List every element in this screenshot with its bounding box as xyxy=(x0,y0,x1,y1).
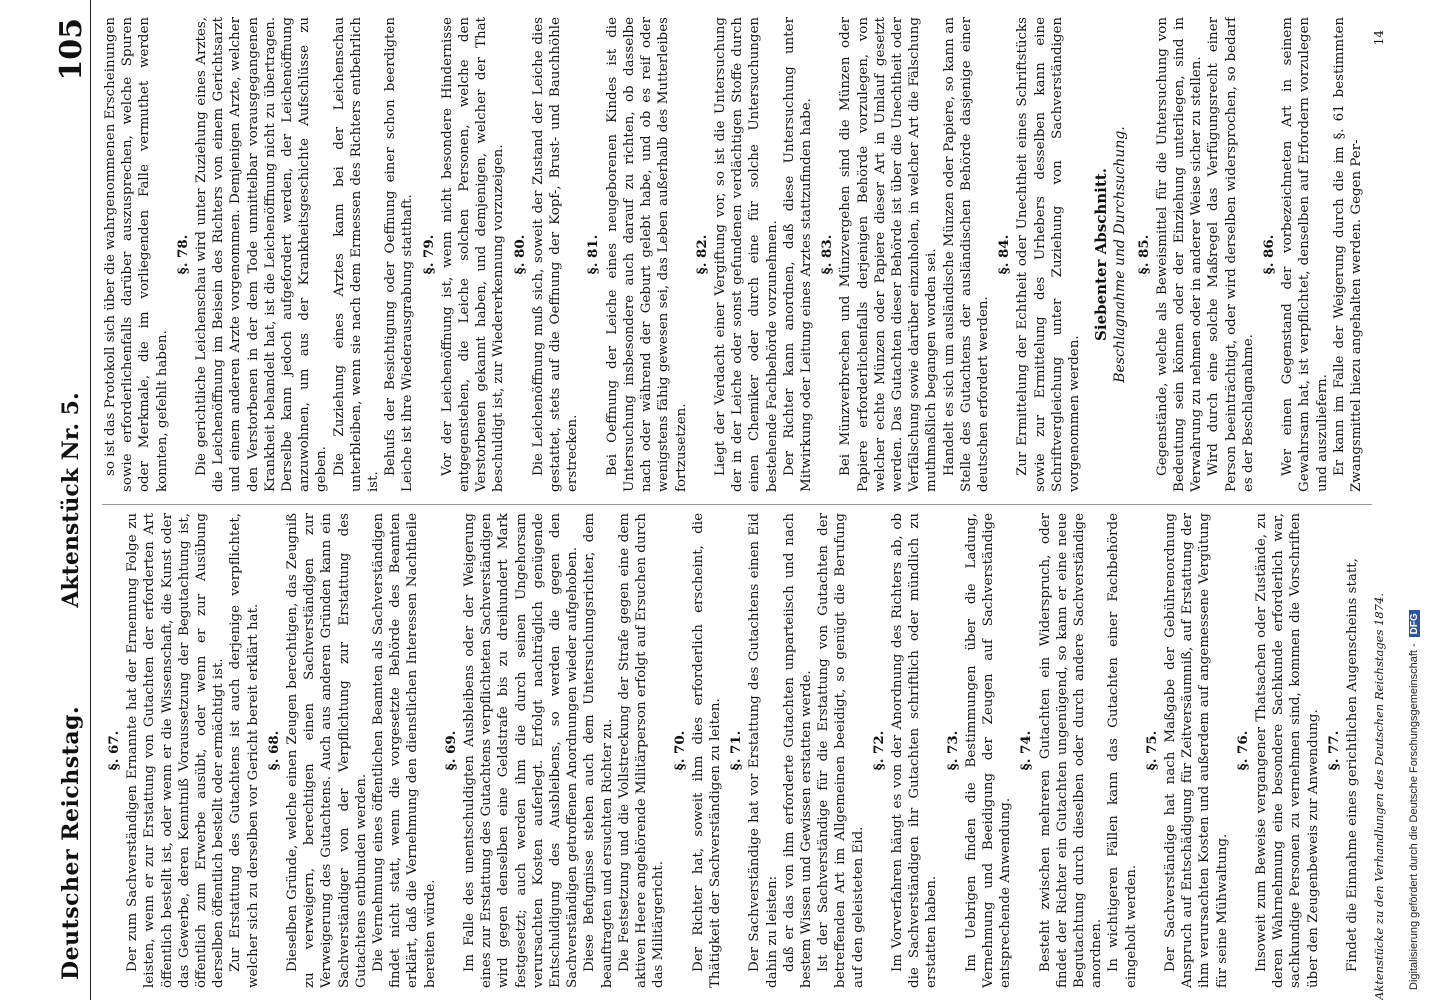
paragraph: Besteht zwischen mehreren Gutachten ein Widerspruch, oder findet der Richter ein Gutachten ungenügend, so kann er eine neue Begutachtung durch dieselben oder durch andere Sachverständige anordnen. xyxy=(1037,513,1105,988)
right-text-column xyxy=(102,17,1372,492)
paragraph: Im Falle des unentschuldigten Ausbleibens oder der Weigerung eines zur Erstattung des Gutachtens verpflichteten Sachverständigen wird gegen denselben eine Geldstrafe bis zu dreihundert Mark festgesetzt; auch werden ihm die durch seinen Ungehorsam verursachten Kosten auferlegt. Erfolgt nachträglich genügende Entschuldigung des Ausbleibens, so werden die gegen den Sachverständigen getroffenen Anordnungen wieder aufgehoben. xyxy=(462,513,581,988)
paragraph: Diese Befugnisse stehen auch dem Untersuchungsrichter, dem beauftragten und ersuchten Richter zu. xyxy=(582,513,615,988)
section-heading: §. 85. xyxy=(1135,234,1152,275)
section-heading: §. 86. xyxy=(1261,234,1277,275)
section-heading: §. 67. xyxy=(106,730,122,771)
left-text-column xyxy=(102,513,1372,988)
page-number: 105 xyxy=(54,18,89,81)
stamp-text: Digitalisierung gefördert durch die Deutsche Forschungsgemeinschaft - xyxy=(1408,643,1420,990)
paragraph: Der Sachverständige hat nach Maßgabe der Gebührenordnung Anspruch auf Entschädigung für Zeitversäumniß, auf Erstattung der ihm verursachten Kosten und außerdem auf angemessene Vergütung für seine Mühwaltung. xyxy=(1162,513,1230,988)
section-heading: §. 80. xyxy=(511,234,528,275)
section-heading: §. 78. xyxy=(174,234,191,275)
paragraph: Wer einen Gegenstand der vorbezeichneten Art in seinem Gewahrsam hat, ist verpflichtet, denselben auf Erfordern vorzulegen und auszuliefern. xyxy=(1280,17,1330,492)
paragraph: Findet die Einnahme eines gerichtlichen Augenscheins statt, xyxy=(1345,558,1361,972)
header-title-left: Deutscher Reichstag. xyxy=(58,705,84,980)
paragraph: Der Richter hat, soweit ihm dies erforderlich erscheint, die Thätigkeit der Sachverständigen zu leiten. xyxy=(690,513,723,988)
paragraph: Die Festsetzung und die Vollstreckung der Strafe gegen eine dem aktiven Heere angehörende Militärperson erfolgt auf Ersuchen durch das Militärgericht. xyxy=(616,513,667,988)
dfg-logo: DFG xyxy=(1409,610,1420,637)
paragraph: Dieselben Gründe, welche einen Zeugen berechtigen, das Zeugniß zu verweigern, berechtigen einen Sachverständigen zur Verweigerung des Gutachtens. Auch aus anderen Gründen kann ein Sachverständiger von der Verpflichtung zur Erstattung des Gutachtens entbunden werden. xyxy=(285,513,369,988)
paragraph: Die gerichtliche Leichenschau wird unter Zuziehung eines Arztes, die Leichenöffnung im Beisein des Richters von einem Gerichtsarzt und einem anderen Arzte vorgenommen. Demjenigen Arzte, welcher den Verstorbenen in der dem Tode unmittelbar vorausgegangenen Krankheit behandelt hat, ist die Leichenöffnung nicht zu übertragen. Derselbe kann jedoch aufgefordert werden, der Leichenöffnung anzuwohnen, um aus der Krankheitsgeschichte Aufschlüsse zu geben. xyxy=(194,17,330,492)
paragraph: Im Vorverfahren hängt es von der Anordnung des Richters ab, ob die Sachverständigen ihr Gutachten schriftlich oder mündlich zu erstatten haben. xyxy=(889,513,940,988)
paragraph: Behufs der Besichtigung oder Oeffnung einer schon beerdigten Leiche ist ihre Wiederausgrabung statthaft. xyxy=(383,17,416,492)
paragraph: daß er das von ihm erforderte Gutachten unparteiisch und nach bestem Wissen und Gewissen erstatten werde. xyxy=(781,513,814,988)
section-heading: §. 74. xyxy=(1018,730,1035,771)
section-heading: §. 71. xyxy=(728,730,745,771)
paragraph: Der Richter kann anordnen, daß diese Untersuchung unter Mitwirkung oder Leitung eines Arztes stattzufinden habe. xyxy=(781,17,814,492)
section-heading: §. 81. xyxy=(585,234,602,275)
paragraph: so ist das Protokoll sich über die wahrgenommenen Erscheinungen sowie erforderlichenfalls darüber auszusprechen, welche Spuren oder Merkmale, die im vorliegenden Falle vermuthet werden konnten, gefehlt haben. xyxy=(103,17,170,492)
paragraph: Wird durch eine solche Maßregel das Verfügungsrecht einer Person beeinträchtigt, oder wird derselben widersprochen, so bedarf es der Beschlagnahme. xyxy=(1206,17,1256,492)
section-heading: §. 69. xyxy=(442,730,459,771)
section-heading: §. 82. xyxy=(693,234,710,275)
page-header xyxy=(50,0,91,1000)
chapter-heading: Beschlagnahme und Durchsuchung. xyxy=(1112,126,1129,383)
paragraph: Vor der Leichenöffnung ist, wenn nicht besondere Hindernisse entgegenstehen, die Leiche solchen Personen, welche den Verstorbenen gekannt haben, und demjenigen, welcher der That beschuldigt ist, zur Wiedererkennung vorzuzeigen. xyxy=(439,17,507,492)
section-heading: §. 75. xyxy=(1143,730,1160,771)
paragraph: Die Zuziehung eines Arztes kann bei der Leichenschau unterbleiben, wenn sie nach dem Ermessen des Richters entbehrlich ist. xyxy=(331,17,382,492)
paragraph: Insoweit zum Beweise vergangener Thatsachen oder Zustände, zu deren Wahrnehmung eine besondere Sachkunde erforderlich war, sachkundige Personen zu vernehmen sind, kommen die Vorschriften über den Zeugenbeweis zur Anwendung. xyxy=(1254,513,1321,988)
section-heading: §. 68. xyxy=(265,730,282,771)
section-heading: §. 72. xyxy=(870,730,887,771)
paragraph: Zur Erstattung des Gutachtens ist auch derjenige verpflichtet, welcher sich zu derselben vor Gericht bereit erklärt hat. xyxy=(228,513,261,988)
paragraph: Liegt der Verdacht einer Vergiftung vor, so ist die Untersuchung der in der Leiche oder sonst gefundenen verdächtigen Stoffe durch einen Chemiker oder durch eine für solche Untersuchungen bestehende Fachbehörde vorzunehmen. xyxy=(712,17,780,492)
section-heading: §. 83. xyxy=(819,234,836,275)
rotated-document-page xyxy=(50,0,1390,1000)
signature-mark: 14 xyxy=(1372,30,1386,46)
paragraph: Er kann im Falle der Weigerung durch die im §. 61 bestimmten Zwangsmittel hiezu angehalten werden. Gegen Per- xyxy=(1331,17,1365,492)
column-divider xyxy=(102,504,1372,505)
section-heading: §. 79. xyxy=(420,234,437,275)
paragraph: Gegenstände, welche als Beweismittel für die Untersuchung von Bedeutung sein können oder der Einziehung unterliegen, sind in Verwahrung zu nehmen oder in anderer Weise sicher zu stellen. xyxy=(1154,17,1205,492)
paragraph: Die Leichenöffnung muß sich, soweit der Zustand der Leiche dies gestattet, stets auf die Oeffnung der Kopf-, Brust- und Bauchhöhle erstrecken. xyxy=(530,17,581,492)
digitization-stamp xyxy=(1408,5,1424,990)
paragraph: Bei Münzverbrechen und Münzvergehen sind die Münzen oder Papiere erforderlichenfalls derjenigen Behörde vorzulegen, von welcher echte Münzen oder Papiere dieser Art in Umlauf gesetzt werden. Das Gutachten dieser Behörde ist über die Unechtheit oder Verfälschung sowie darüber einzuholen, in welcher Art die Fälschung muthmaßlich begangen worden sei. xyxy=(838,17,940,492)
page-footer: Aktenstücke zu den Verhandlungen des Deutschen Reichstages 1874. xyxy=(1372,593,1386,1000)
paragraph: In wichtigeren Fällen kann das Gutachten einer Fachbehörde eingeholt werden. xyxy=(1106,513,1139,988)
section-heading: §. 77. xyxy=(1325,730,1342,771)
paragraph: Der zum Sachverständigen Ernannte hat der Ernennung Folge zu leisten, wenn er zur Erstattung von Gutachten der erforderten Art öffentlich bestellt ist, oder wenn er die Wissenschaft, die Kunst oder das Gewerbe, deren Kenntniß Voraussetzung der Begutachtung ist, öffentlich zum Erwerbe ausübt, oder wenn er zur Ausübung derselben öffentlich bestellt oder ermächtigt ist. xyxy=(125,513,227,988)
paragraph: Bei Oeffnung der Leiche eines neugeborenen Kindes ist die Untersuchung insbesondere auch darauf zu richten, ob dasselbe nach oder während der Geburt gelebt habe, und ob es reif oder wenigstens fähig gewesen sei, das Leben außerhalb des Mutterleibes fortzusetzen. xyxy=(604,17,689,492)
paragraph: Im Uebrigen finden die Bestimmungen über die Ladung, Vernehmung und Beeidigung der Zeugen auf Sachverständige entsprechende Anwendung. xyxy=(963,513,1014,988)
paragraph: Ist der Sachverständige für die Erstattung von Gutachten der betreffenden Art im Allgemeinen beeidigt, so genügt die Berufung auf den geleisteten Eid. xyxy=(816,513,866,988)
paragraph: Zur Ermittelung der Echtheit oder Unechtheit eines Schriftstücks sowie zur Ermittelung des Urhebers desselben kann eine Schriftvergleichung unter Zuziehung von Sachverständigen vorgenommen werden. xyxy=(1015,17,1082,492)
paragraph: Die Vernehmung eines öffentlichen Beamten als Sachverständigen findet nicht statt, wenn die vorgesetzte Behörde des Beamten erklärt, daß die Vernehmung den dienstlichen Interessen Nachtheile bereiten würde. xyxy=(371,513,438,988)
chapter-heading: Siebenter Abschnitt. xyxy=(1092,168,1111,341)
paragraph: Der Sachverständige hat vor Erstattung des Gutachtens einen Eid dahin zu leisten: xyxy=(747,513,780,988)
header-document-number: Aktenstück Nr. 5. xyxy=(58,392,84,608)
section-heading: §. 84. xyxy=(996,234,1013,275)
paragraph: Handelt es sich um ausländische Münzen oder Papiere, so kann an Stelle des Gutachtens der ausländischen Behörde dasjenige einer deutschen erfordert werden. xyxy=(941,17,991,492)
section-heading: §. 70. xyxy=(671,730,688,771)
section-heading: §. 73. xyxy=(944,730,961,771)
section-heading: §. 76. xyxy=(1234,730,1251,771)
